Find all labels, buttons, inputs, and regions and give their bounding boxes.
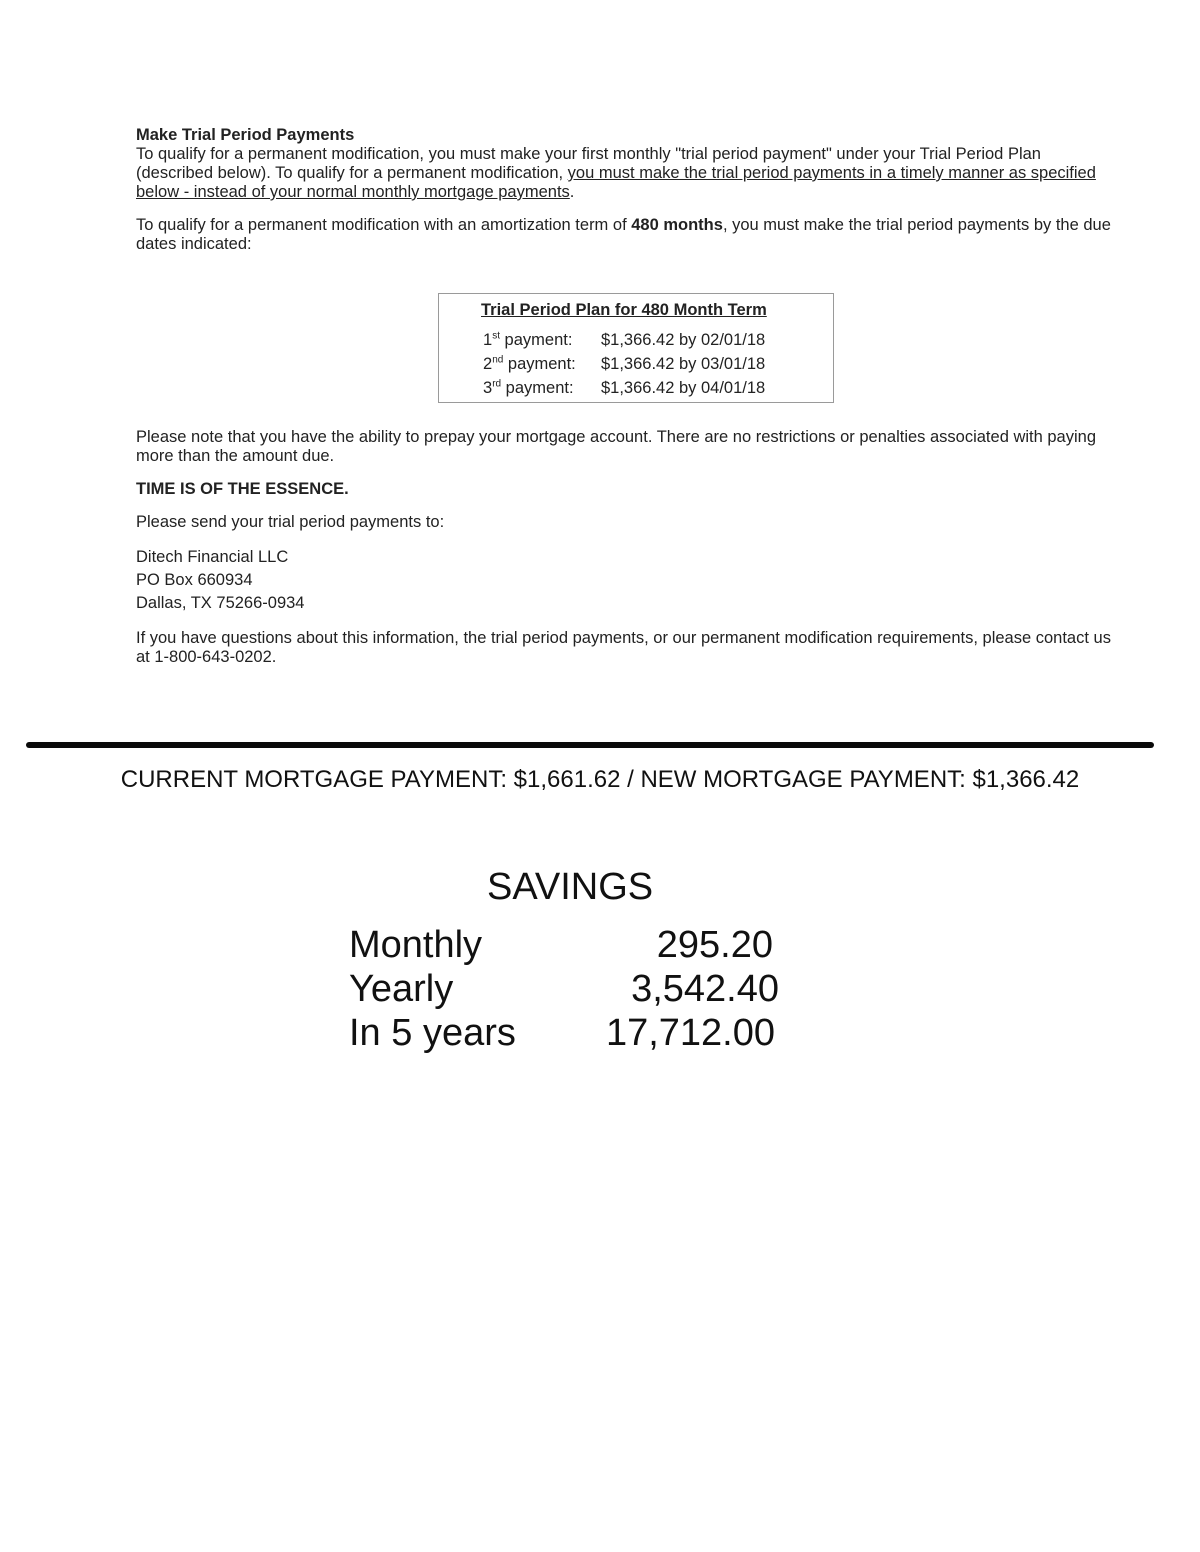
savings-label: In 5 years [349,1012,516,1054]
payment-number: 1 [483,331,493,349]
plan-title: Trial Period Plan for 480 Month Term [481,301,767,319]
savings-value: 17,712.00 [605,1012,775,1054]
trial-period-plan-box [438,293,834,403]
savings-row-five-years [349,1012,779,1056]
questions-paragraph: If you have questions about this information, the trial period payments, or our permanent modification requirements, please contact us at 1-800-643-0202. [136,629,1111,666]
section-heading: Make Trial Period Payments [136,126,355,144]
payment-label: payment: [499,331,573,349]
payment-amount: $1,366.42 by 02/01/18 [601,331,766,349]
amortization-text-end: , you must make the trial period payments by the due dates indicated: [136,216,1111,253]
savings-title: SAVINGS [487,866,654,908]
timely-payment-requirement: you must make the trial period payments in a timely manner as specified below - instead of your normal monthly mortgage payments [136,164,1096,201]
address-box: PO Box 660934 [136,571,253,589]
plan-payment-row [483,329,765,351]
plan-payment-row [483,353,765,375]
mailing-address [136,546,1116,615]
payment-comparison: CURRENT MORTGAGE PAYMENT: $1,661.62 / NEW MORTGAGE PAYMENT: $1,366.42 [120,766,1080,793]
term-months: 480 months [631,216,723,234]
amortization-text: To qualify for a permanent modification with an amortization term of [136,216,632,234]
payment-label: payment: [501,379,574,397]
address-name: Ditech Financial LLC [136,548,289,566]
payment-label: payment: [503,355,576,373]
savings-row-monthly [349,924,779,968]
savings-label: Yearly [349,968,454,1010]
letter-body [136,126,1116,254]
payment-amount: $1,366.42 by 04/01/18 [601,379,766,397]
qualify-paragraph [136,145,1116,202]
letter-body-lower [136,428,1116,667]
payment-number: 2 [483,355,493,373]
payment-suffix: nd [492,354,504,366]
amortization-paragraph [136,216,1116,254]
savings-label: Monthly [349,924,483,966]
divider-rule [26,742,1154,748]
savings-row-yearly [349,968,779,1012]
payment-suffix: rd [492,378,502,390]
plan-payment-row [483,377,765,399]
savings-value: 295.20 [656,924,773,966]
payment-suffix: st [492,330,500,342]
time-essence-notice: TIME IS OF THE ESSENCE. [136,480,349,498]
qualify-text-end: . [569,183,575,201]
send-payments-text: Please send your trial period payments to: [136,513,445,531]
payment-number: 3 [483,379,493,397]
savings-value: 3,542.40 [631,968,779,1010]
address-city: Dallas, TX 75266-0934 [136,594,305,612]
payment-amount: $1,366.42 by 03/01/18 [601,355,766,373]
qualify-text: To qualify for a permanent modification, you must make your first monthly "trial period payment" under your Trial Period Plan (described below). To qualify for a permanent modification, [136,145,1041,182]
prepay-paragraph: Please note that you have the ability to prepay your mortgage account. There are no restrictions or penalties associated with paying more than the amount due. [136,428,1097,465]
